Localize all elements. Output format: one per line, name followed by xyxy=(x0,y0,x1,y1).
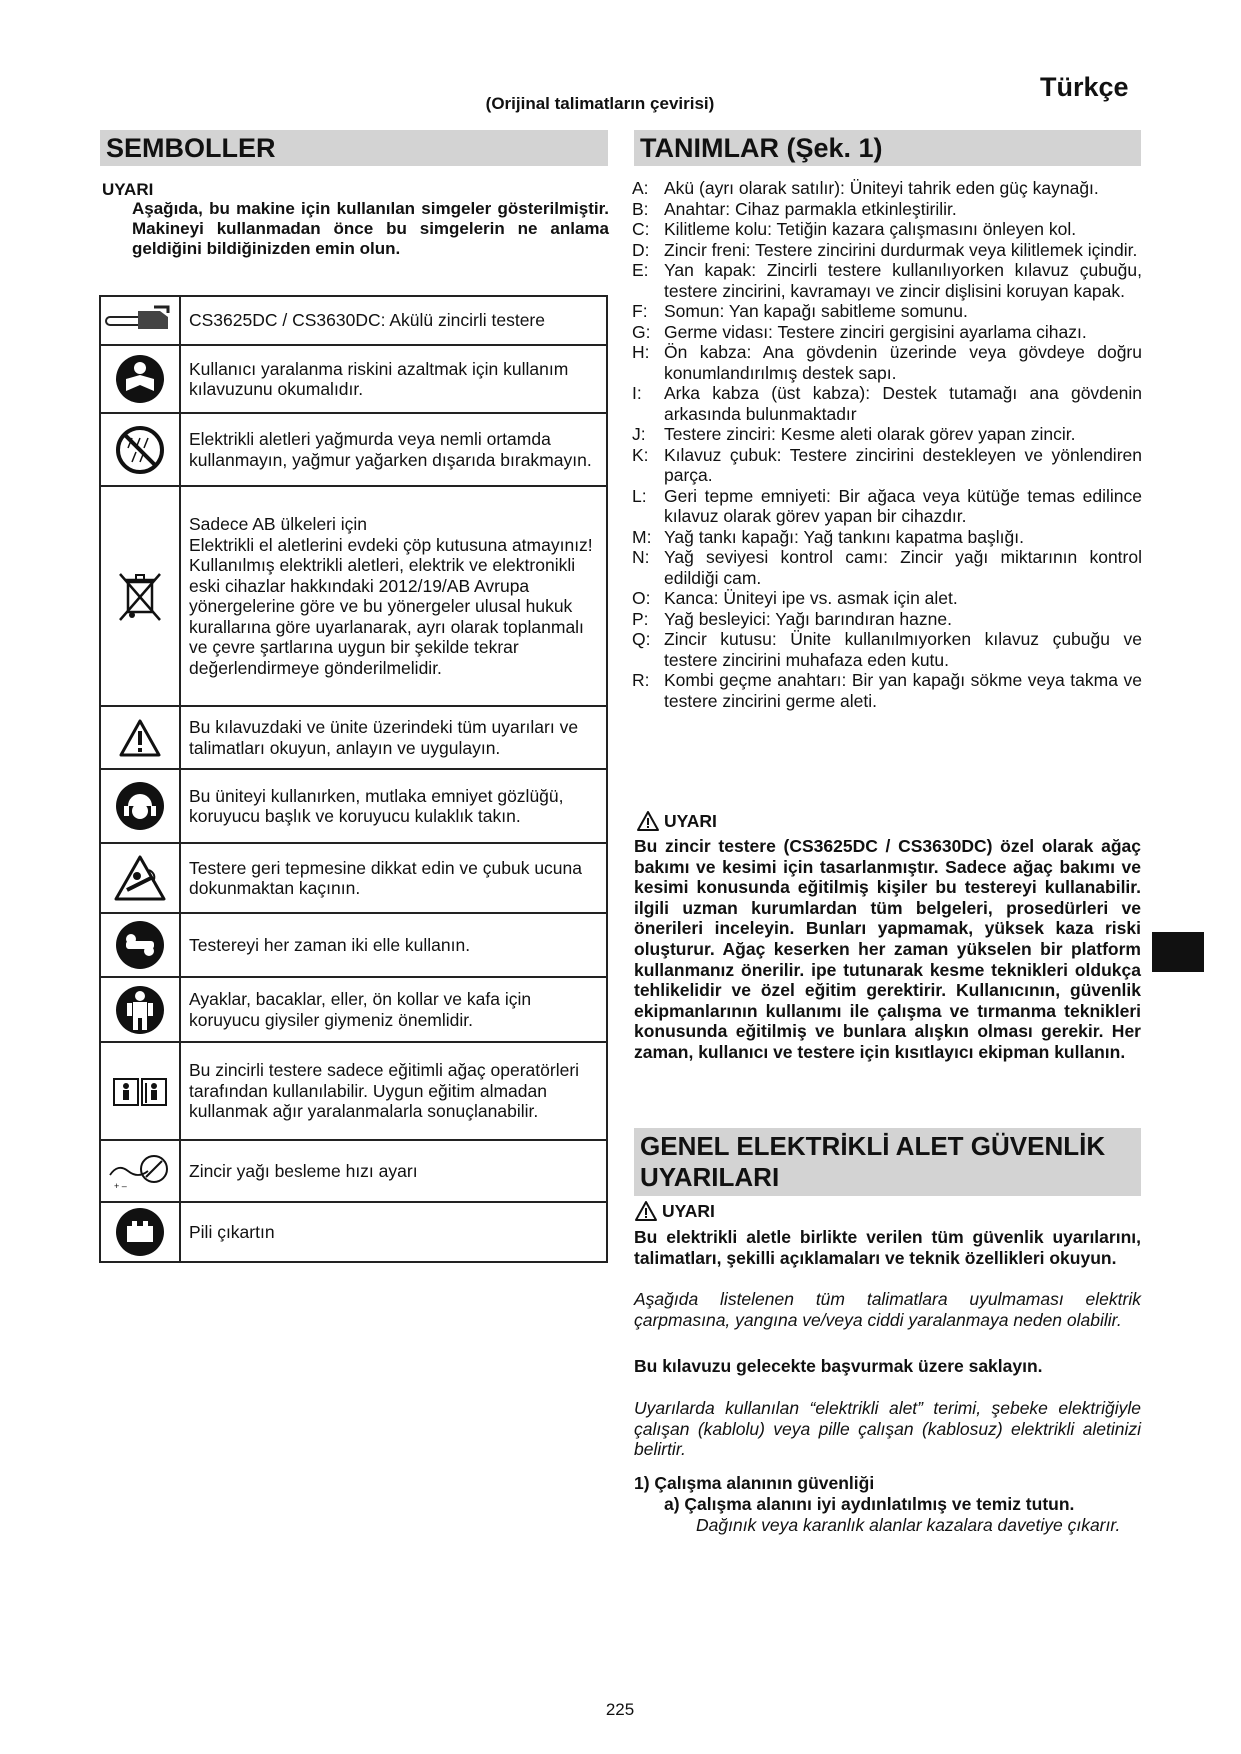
list-item xyxy=(632,199,1142,220)
symbols-warning-text: Aşağıda, bu makine için kullanılan simgeler gösterilmiştir. Makineyi kullanmadan önce bu simgelerin ne anlama geldiğini bildiğinizden emin olun. xyxy=(132,199,609,258)
definition-text: Yağ tankı kapağı: Yağ tankını kapatma başlığı. xyxy=(664,526,1024,547)
symbol-text: Ayaklar, bacaklar, eller, ön kollar ve kafa için koruyucu giysiler giymeniz önemlidir. xyxy=(180,977,607,1042)
chainsaw-icon xyxy=(100,296,180,345)
definitions-list xyxy=(632,178,1142,711)
table-row xyxy=(100,769,607,843)
definition-text: Arka kabza (üst kabza): Destek tutamağı ana gövdenin arkasında bulunmaktadır xyxy=(664,383,1142,424)
definition-text: Kilitleme kolu: Tetiğin kazara çalışmasını önleyen kol. xyxy=(664,219,1077,239)
trained-operator-icon xyxy=(100,1042,180,1140)
list-item xyxy=(632,609,1142,630)
definition-text: Yan kapak: Zincirli testere kullanılıyorken kılavuz çubuğu, testere zincirini, kavramayı ve zincir dişlisini koruyan kapak. xyxy=(664,260,1142,301)
list-item xyxy=(632,178,1142,199)
list-item xyxy=(632,301,1142,322)
definition-text: Zincir freni: Testere zincirini durdurmak veya kilitlemek içindir. xyxy=(664,239,1138,260)
warning-triangle-icon xyxy=(100,706,180,769)
crossed-bin-icon xyxy=(100,486,180,706)
definition-key: K: xyxy=(632,444,649,465)
language-label: Türkçe xyxy=(1040,72,1129,102)
definition-text: Testere zinciri: Kesme aleti olarak görev yapan zincir. xyxy=(664,424,1076,444)
definition-text: Akü (ayrı olarak satılır): Üniteyi tahrik eden güç kaynağı. xyxy=(664,178,1099,198)
chainsaw-warning-label xyxy=(636,810,717,832)
symbol-text: Sadece AB ülkeleri için Elektrikli el aletlerini evdeki çöp kutusuna atmayınız! Kullanılmış elektrikli aletleri, elektrik ve elektronikli eski cihazlar hakkındaki 2012/19/AB Avrupa yönergelerine göre ve bu yönergeler ulusal hukuk kurallarına göre uyarlanarak, ayrı olarak toplanmalı ve çevre şartlarına uygun bir şekilde tekrar değerlendirmeye gönderilmelidir. xyxy=(180,486,607,706)
definition-text: Yağ seviyesi kontrol camı: Zincir yağı miktarının kontrol edildiği cam. xyxy=(664,547,1142,588)
list-item xyxy=(632,547,1142,588)
table-row xyxy=(100,706,607,769)
symbol-text: Pili çıkartın xyxy=(180,1202,607,1262)
symbol-text: CS3625DC / CS3630DC: Akülü zincirli testere xyxy=(180,296,607,345)
symbol-text: Testere geri tepmesine dikkat edin ve çubuk ucuna dokunmaktan kaçının. xyxy=(180,843,607,913)
section-1a-title: a) Çalışma alanını iyi aydınlatılmış ve temiz tutun. xyxy=(664,1494,1075,1514)
list-item xyxy=(632,342,1142,383)
table-row xyxy=(100,1042,607,1140)
definition-key: A: xyxy=(632,178,649,198)
definition-text: Ön kabza: Ana gövdenin üzerinde veya gövdeye doğru konumlandırılmış destek sapı. xyxy=(664,342,1142,383)
symbols-table xyxy=(99,295,608,1263)
list-item xyxy=(632,445,1142,486)
oil-feed-icon xyxy=(100,1140,180,1202)
table-row xyxy=(100,486,607,706)
general-warning-label xyxy=(634,1200,715,1222)
definition-key: Q: xyxy=(632,629,651,649)
definition-text: Geri tepme emniyeti: Bir ağaca veya kütüğe temas edilince kılavuz olarak görev yapan bir cihazdır. xyxy=(664,485,1142,526)
definition-key: L: xyxy=(632,485,647,506)
warning-triangle-icon xyxy=(636,810,660,832)
symbols-warning-label: UYARI xyxy=(102,180,154,199)
definition-key: H: xyxy=(632,342,650,362)
table-row xyxy=(100,1202,607,1262)
kickback-icon xyxy=(100,843,180,913)
symbols-heading: SEMBOLLER xyxy=(100,130,608,166)
table-row xyxy=(100,843,607,913)
definition-key: G: xyxy=(632,321,651,342)
definition-key: M: xyxy=(632,526,652,547)
definition-key: R: xyxy=(632,670,650,690)
two-hands-icon xyxy=(100,913,180,977)
definition-key: C: xyxy=(632,219,650,239)
definition-text: Somun: Yan kapağı sabitleme somunu. xyxy=(664,301,968,321)
symbol-text: Testereyi her zaman iki elle kullanın. xyxy=(180,913,607,977)
list-item xyxy=(632,240,1142,261)
definition-key: F: xyxy=(632,301,648,321)
general-warning-consequence: Aşağıda listelenen tüm talimatlara uyulmaması elektrik çarpmasına, yangına ve/veya ciddi yaralanmaya neden olabilir. xyxy=(634,1289,1141,1330)
definition-text: Zincir kutusu: Ünite kullanılmıyorken kılavuz çubuğu ve testere zincirini muhafaza eden kutu. xyxy=(664,629,1142,670)
definition-key: D: xyxy=(632,239,650,260)
symbol-text: Zincir yağı besleme hızı ayarı xyxy=(180,1140,607,1202)
warning-triangle-icon xyxy=(634,1200,658,1222)
svg-text:+ –: + – xyxy=(114,1181,127,1191)
definition-key: N: xyxy=(632,547,650,567)
definition-text: Germe vidası: Testere zinciri gergisini ayarlama cihazı. xyxy=(664,321,1087,342)
list-item xyxy=(632,486,1142,527)
keep-manual-text: Bu kılavuzu gelecekte başvurmak üzere saklayın. xyxy=(634,1356,1043,1376)
definition-text: Kombi geçme anahtarı: Bir yan kapağı sökme veya takma ve testere zincirini germe aleti. xyxy=(664,670,1142,711)
symbol-text: Bu zincirli testere sadece eğitimli ağaç operatörleri tarafından kullanılabilir. Uygun eğitim almadan kullanmak ağır yaralanmalarla sonuçlanabilir. xyxy=(180,1042,607,1140)
symbol-text: Bu kılavuzdaki ve ünite üzerindeki tüm uyarıları ve talimatları okuyun, anlayın ve uygulayın. xyxy=(180,706,607,769)
definition-key: J: xyxy=(632,424,646,444)
remove-battery-icon xyxy=(100,1202,180,1262)
list-item xyxy=(632,629,1142,670)
definition-text: Kılavuz çubuk: Testere zincirini destekleyen ve yönlendiren parça. xyxy=(664,444,1142,485)
protective-clothing-icon xyxy=(100,977,180,1042)
section-1a-text: Dağınık veya karanlık alanlar kazalara davetiye çıkarır. xyxy=(696,1515,1121,1535)
general-safety-heading: GENEL ELEKTRİKLİ ALET GÜVENLİK UYARILARI xyxy=(634,1128,1141,1196)
table-row xyxy=(100,345,607,413)
list-item xyxy=(632,424,1142,445)
definition-key: I: xyxy=(632,383,642,403)
table-row xyxy=(100,977,607,1042)
section-1-title: 1) Çalışma alanının güvenliği xyxy=(634,1473,875,1493)
symbol-text: Bu üniteyi kullanırken, mutlaka emniyet gözlüğü, koruyucu başlık ve koruyucu kulaklık takın. xyxy=(180,769,607,843)
definition-text: Yağ besleyici: Yağı barındıran hazne. xyxy=(664,608,952,629)
language-tab-marker xyxy=(1152,932,1204,972)
list-item xyxy=(632,383,1142,424)
list-item xyxy=(632,670,1142,711)
definition-key: E: xyxy=(632,260,649,280)
list-item xyxy=(632,322,1142,343)
definition-key: P: xyxy=(632,608,649,629)
general-warning-text: Bu elektrikli aletle birlikte verilen tüm güvenlik uyarılarını, talimatları, şekilli açıklamaları ve teknik özellikleri okuyun. xyxy=(634,1227,1141,1268)
definition-text: Anahtar: Cihaz parmakla etkinleştirilir. xyxy=(664,198,957,219)
power-tool-term-text: Uyarılarda kullanılan “elektrikli alet” terimi, şebeke elektriğiyle çalışan (kablolu) veya pille çalışan (kablosuz) elektrikli aletinizi belirtir. xyxy=(634,1398,1141,1460)
chainsaw-warning-text: Bu zincir testere (CS3625DC / CS3630DC) özel olarak ağaç bakımı ve kesimi için tasarlanmıştır. Sadece ağaç bakımı ve kesimi konusunda eğitilmiş kişiler bu testereyi kullanabilir. ilgili uzman kurumlardan tüm belgeleri, prosedürleri ve önerileri inceleyin. Bunları yapmamak, yüksek kaza riski oluşturur. Ağaç keserken her zaman yükselen bir platform kullanmanız önerilir. ipe tutunarak kesme teknikleri oldukça tehlikelidir ve özel eğitim gerektirir. Kullanıcının, güvenlik ekipmanlarının kullanımı ile çalışma ve tırmanma teknikleri konusunda eğitilmiş ve bunlara alışkın olması gerekir. Her zaman, kullanıcı ve testere için kısıtlayıcı ekipman kullanın. xyxy=(634,836,1141,1062)
symbol-text: Elektrikli aletleri yağmurda veya nemli ortamda kullanmayın, yağmur yağarken dışarıda bırakmayın. xyxy=(180,413,607,486)
page-number: 225 xyxy=(605,1700,635,1719)
list-item xyxy=(632,527,1142,548)
symbol-text: Kullanıcı yaralanma riskini azaltmak için kullanım kılavuzunu okumalıdır. xyxy=(180,345,607,413)
warning-label-text: UYARI xyxy=(662,1200,715,1221)
no-rain-icon xyxy=(100,413,180,486)
read-manual-icon xyxy=(100,345,180,413)
list-item xyxy=(632,260,1142,301)
definition-key: O: xyxy=(632,588,651,608)
table-row xyxy=(100,913,607,977)
list-item xyxy=(632,588,1142,609)
table-row xyxy=(100,1140,607,1202)
warning-label-text: UYARI xyxy=(664,810,717,831)
list-item xyxy=(632,219,1142,240)
table-row xyxy=(100,413,607,486)
table-row xyxy=(100,296,607,345)
protective-gear-icon xyxy=(100,769,180,843)
definition-text: Kanca: Üniteyi ipe vs. asmak için alet. xyxy=(664,588,958,608)
page-subtitle: (Orijinal talimatların çevirisi) xyxy=(485,94,715,113)
definitions-heading: TANIMLAR (Şek. 1) xyxy=(634,130,1141,166)
definition-key: B: xyxy=(632,198,649,219)
